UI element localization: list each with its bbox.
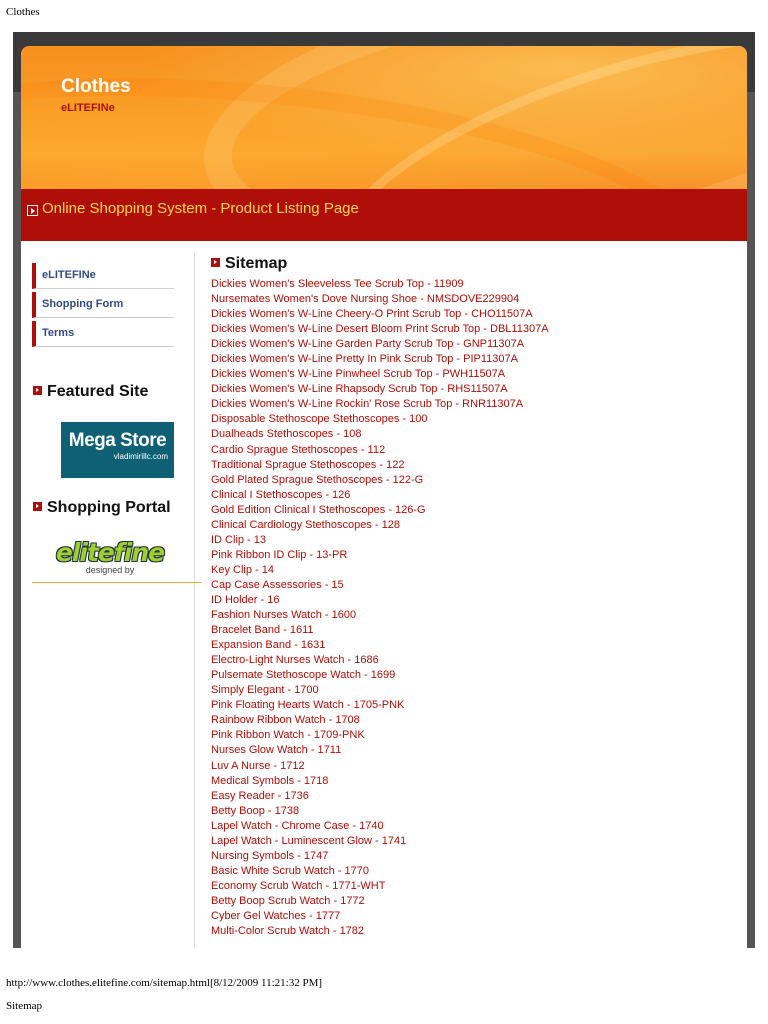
- sidebar-item-elitefine[interactable]: eLITEFINe: [32, 263, 174, 289]
- sitemap-link-list: [211, 277, 741, 939]
- mega-store-subtitle: vladimirillc.com: [113, 452, 168, 461]
- site-title: Clothes: [61, 76, 131, 97]
- print-header-title: Clothes: [6, 6, 40, 18]
- featured-site-heading-label: Featured Site: [47, 383, 149, 400]
- sidebar-divider: [194, 253, 195, 948]
- bullet-arrow-icon: [211, 258, 220, 267]
- sitemap-link[interactable]: Lapel Watch - Chrome Case - 1740: [211, 819, 384, 832]
- sitemap-heading-label: Sitemap: [225, 255, 288, 272]
- site-header: [21, 46, 747, 189]
- sitemap-section: [211, 255, 741, 939]
- content-area: [21, 241, 747, 948]
- sitemap-link[interactable]: Cap Case Assessories - 15: [211, 578, 344, 591]
- sitemap-link[interactable]: Rainbow Ribbon Watch - 1708: [211, 714, 360, 727]
- sitemap-link[interactable]: Pink Ribbon Watch - 1709-PNK: [211, 729, 365, 742]
- sitemap-link[interactable]: Betty Boop Scrub Watch - 1772: [211, 894, 365, 907]
- sitemap-link[interactable]: Dickies Women's Sleeveless Tee Scrub Top - 11909: [211, 278, 464, 290]
- sitemap-link[interactable]: Basic White Scrub Watch - 1770: [211, 864, 369, 877]
- sitemap-link[interactable]: Electro-Light Nurses Watch - 1686: [211, 654, 379, 667]
- elitefine-logo[interactable]: [51, 538, 169, 575]
- mega-store-title: Mega Store: [68, 430, 167, 451]
- featured-site-heading: [33, 383, 148, 401]
- sitemap-link[interactable]: Cardio Sprague Stethoscopes - 112: [211, 443, 386, 456]
- sitemap-link[interactable]: Pink Ribbon ID Clip - 13-PR: [211, 548, 348, 561]
- sitemap-link[interactable]: Gold Plated Sprague Stethoscopes - 122-G: [211, 473, 424, 486]
- sitemap-link[interactable]: Pulsemate Stethoscope Watch - 1699: [211, 669, 396, 682]
- logo-divider: [32, 582, 202, 583]
- sitemap-link[interactable]: Nursemates Women's Dove Nursing Shoe - NMSDOVE229904: [211, 293, 520, 306]
- sidebar-item-terms[interactable]: Terms: [32, 321, 174, 347]
- sitemap-link[interactable]: Dualheads Stethoscopes - 108: [211, 428, 362, 441]
- print-footer-url: http://www.clothes.elitefine.com/sitemap.html[8/12/2009 11:21:32 PM]: [6, 977, 323, 989]
- sitemap-link[interactable]: Traditional Sprague Stethoscopes - 122: [211, 458, 405, 471]
- sitemap-link[interactable]: Bracelet Band - 1611: [211, 624, 314, 637]
- sitemap-link[interactable]: Dickies Women's W-Line Garden Party Scrub Top - GNP11307A: [211, 338, 525, 351]
- sitemap-link[interactable]: ID Holder - 16: [211, 593, 280, 606]
- sitemap-link[interactable]: Pink Floating Hearts Watch - 1705-PNK: [211, 699, 405, 712]
- sitemap-link[interactable]: Clinical I Stethoscopes - 126: [211, 488, 351, 501]
- sitemap-link[interactable]: Cyber Gel Watches - 1777: [211, 909, 341, 922]
- sitemap-link[interactable]: Nursing Symbols - 1747: [211, 849, 329, 862]
- sidebar-nav: [32, 263, 174, 350]
- bullet-arrow-icon: [33, 386, 42, 395]
- sitemap-link[interactable]: Dickies Women's W-Line Rhapsody Scrub Top - RHS11507A: [211, 383, 508, 396]
- sitemap-link[interactable]: Dickies Women's W-Line Cheery-O Print Scrub Top - CHO11507A: [211, 308, 533, 321]
- sitemap-link[interactable]: Luv A Nurse - 1712: [211, 759, 305, 772]
- frame-shadow-right: [747, 92, 755, 948]
- shopping-portal-heading: [33, 499, 171, 517]
- sitemap-link[interactable]: Dickies Women's W-Line Pinwheel Scrub Top - PWH11507A: [211, 368, 506, 381]
- bullet-arrow-icon: [33, 502, 42, 511]
- sitemap-link[interactable]: Simply Elegant - 1700: [211, 684, 319, 697]
- sitemap-heading: [211, 255, 741, 277]
- print-footer-page-label: Sitemap: [6, 1000, 43, 1012]
- banner-title: Online Shopping System - Product Listing Page: [42, 200, 359, 217]
- shopping-portal-heading-label: Shopping Portal: [47, 499, 171, 516]
- sitemap-link[interactable]: Clinical Cardiology Stethoscopes - 128: [211, 518, 400, 531]
- elitefine-logo-text: elitefine: [55, 538, 165, 567]
- sidebar-item-shopping-form[interactable]: Shopping Form: [32, 292, 174, 318]
- sitemap-link[interactable]: Dickies Women's W-Line Rockin' Rose Scrub Top - RNR11307A: [211, 398, 524, 411]
- sitemap-link[interactable]: Disposable Stethoscope Stethoscopes - 100: [211, 413, 428, 426]
- arrow-right-icon: [27, 205, 38, 216]
- page-banner: [21, 189, 747, 241]
- sitemap-link[interactable]: Economy Scrub Watch - 1771-WHT: [211, 879, 386, 892]
- mega-store-banner[interactable]: [61, 422, 174, 478]
- sitemap-link[interactable]: ID Clip - 13: [211, 533, 267, 546]
- sitemap-link[interactable]: Easy Reader - 1736: [211, 789, 309, 802]
- sitemap-link[interactable]: Medical Symbols - 1718: [211, 774, 329, 787]
- sitemap-link[interactable]: Betty Boop - 1738: [211, 804, 300, 817]
- frame-shadow-left: [13, 92, 21, 948]
- sitemap-link[interactable]: Dickies Women's W-Line Pretty In Pink Scrub Top - PIP11307A: [211, 353, 518, 366]
- sitemap-link[interactable]: Multi-Color Scrub Watch - 1782: [211, 925, 365, 938]
- site-subtitle: eLITEFINe: [61, 102, 115, 114]
- sitemap-link[interactable]: Expansion Band - 1631: [211, 639, 326, 652]
- sitemap-link[interactable]: Dickies Women's W-Line Desert Bloom Print Scrub Top - DBL11307A: [211, 323, 549, 336]
- sitemap-link[interactable]: Lapel Watch - Luminescent Glow - 1741: [211, 834, 407, 847]
- sitemap-link[interactable]: Fashion Nurses Watch - 1600: [211, 609, 357, 622]
- sitemap-link[interactable]: Nurses Glow Watch - 1711: [211, 744, 342, 757]
- designed-by-label: designed by: [85, 565, 135, 575]
- sitemap-link[interactable]: Key Clip - 14: [211, 563, 274, 576]
- sitemap-link[interactable]: Gold Edition Clinical I Stethoscopes - 126-G: [211, 503, 426, 516]
